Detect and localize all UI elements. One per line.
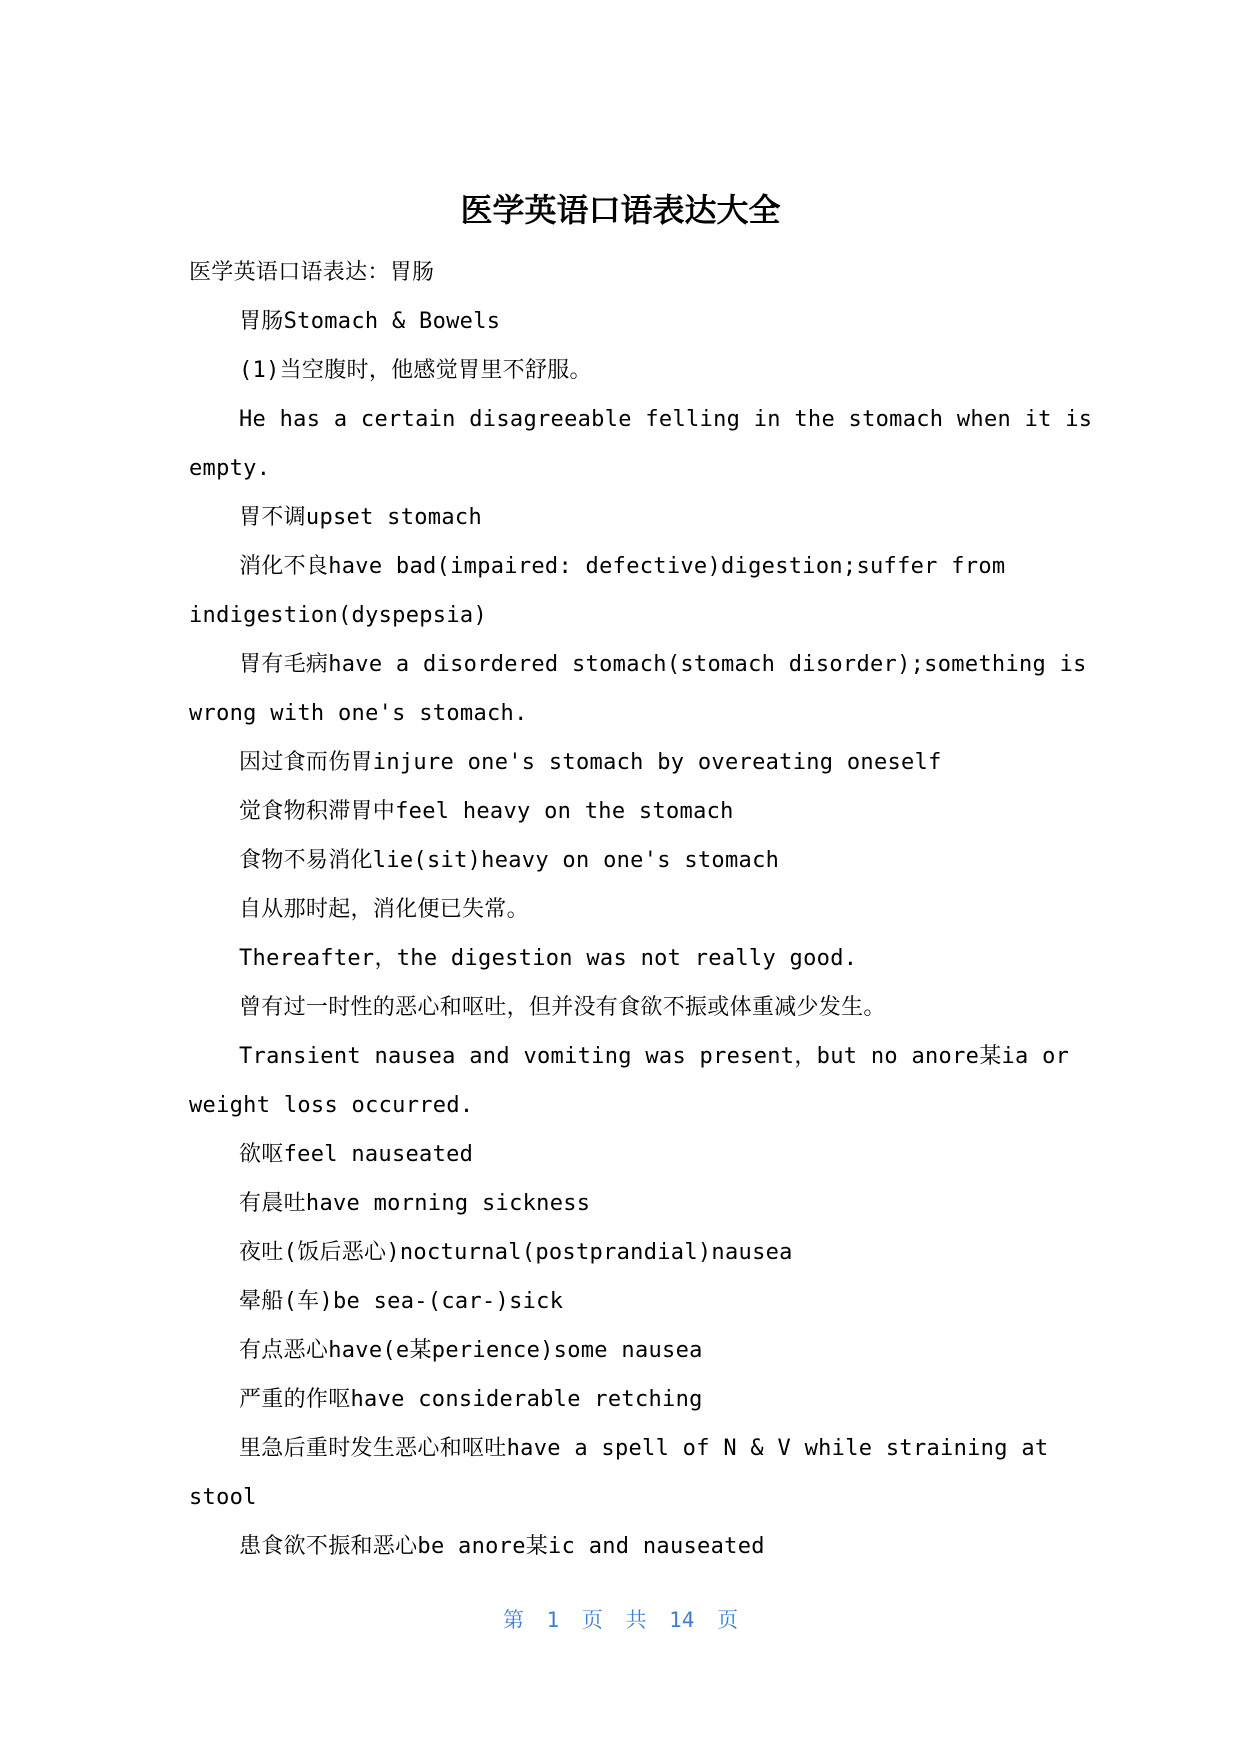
paragraph-line: 因过食而伤胃injure one's stomach by overeating oneself [239, 750, 942, 775]
paragraph-line: (1)当空腹时，他感觉胃里不舒服。 [239, 358, 592, 383]
paragraph-line: 欲呕feel nauseated [239, 1142, 474, 1167]
paragraph-line: 觉食物积滞胃中feel heavy on the stomach [239, 799, 734, 824]
paragraph-line: 食物不易消化lie(sit)heavy on one's stomach [239, 848, 780, 873]
paragraph-line: Transient nausea and vomiting was present，but no anore某ia or [239, 1044, 1070, 1069]
paragraph-line: 患食欲不振和恶心be anore某ic and nauseated [239, 1534, 765, 1559]
paragraph-line: empty. [189, 456, 271, 481]
paragraph-line: 夜吐(饭后恶心)nocturnal(postprandial)nausea [239, 1240, 793, 1265]
paragraph-line: 严重的作呕have considerable retching [239, 1387, 703, 1412]
paragraph-line: stool [189, 1485, 257, 1510]
document-body [189, 248, 1093, 1571]
document-title: 医学英语口语表达大全 [460, 191, 781, 229]
paragraph-line: 消化不良have bad(impaired: defective)digestion;suffer from [239, 554, 1006, 579]
paragraph-line: 胃不调upset stomach [239, 505, 482, 530]
page-number-footer: 第 1 页 共 14 页 [502, 1608, 739, 1632]
paragraph-line: 有点恶心have(e某perience)some nausea [239, 1338, 703, 1363]
paragraph-line: He has a certain disagreeable felling in the stomach when it is [239, 407, 1093, 432]
paragraph-line: wrong with one's stomach. [189, 701, 528, 726]
paragraph-line: Thereafter，the digestion was not really good. [239, 946, 858, 971]
section-heading: 医学英语口语表达：胃肠 [189, 260, 435, 285]
paragraph-line: weight loss occurred. [189, 1093, 474, 1118]
paragraph-line: 里急后重时发生恶心和呕吐have a spell of N & V while straining at [239, 1436, 1049, 1461]
paragraph-line: 晕船(车)be sea-(car-)sick [239, 1289, 564, 1314]
paragraph-line: 胃有毛病have a disordered stomach(stomach disorder);something is [239, 652, 1087, 677]
paragraph-line: 曾有过一时性的恶心和呕吐，但并没有食欲不振或体重减少发生。 [239, 995, 886, 1020]
paragraph-line: 胃肠Stomach & Bowels [239, 309, 501, 334]
paragraph-line: indigestion(dyspepsia) [189, 603, 487, 628]
paragraph-line: 自从那时起，消化便已失常。 [239, 897, 529, 922]
paragraph-line: 有晨吐have morning sickness [239, 1191, 591, 1216]
